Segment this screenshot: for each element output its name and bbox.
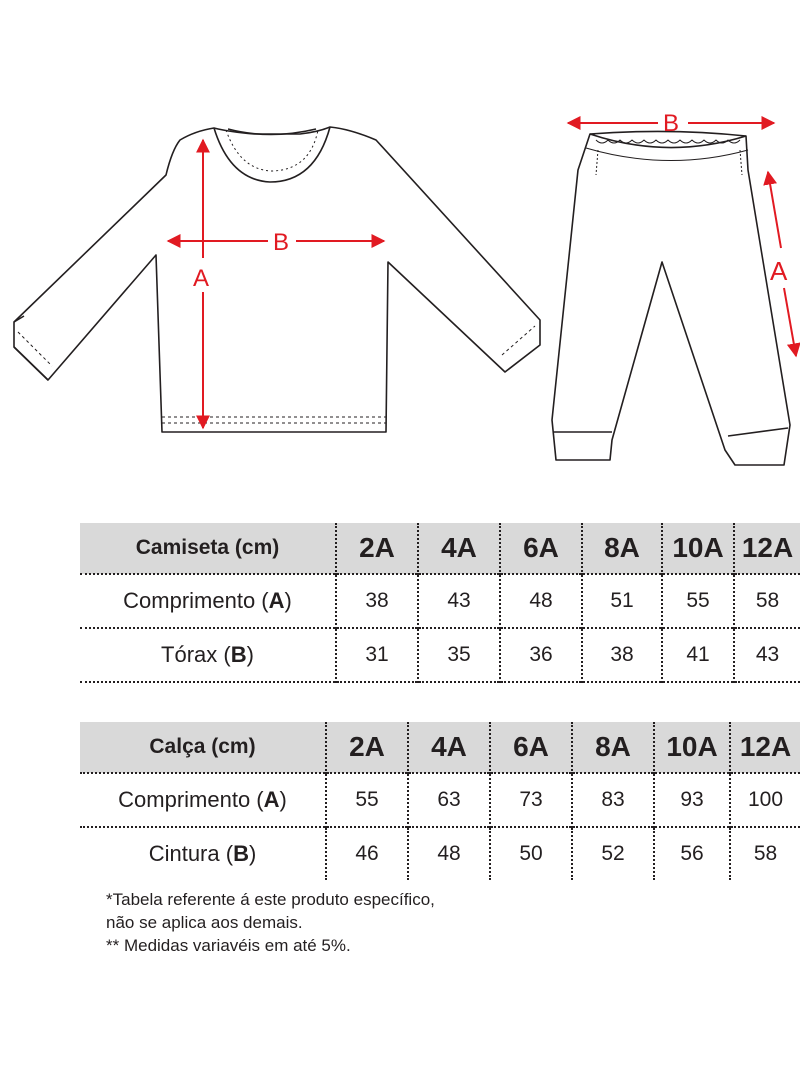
table-cell: 36 <box>500 628 582 682</box>
pants-table-title: Calça (cm) <box>80 722 326 773</box>
table-row <box>80 628 800 682</box>
shirt-label-b: B <box>273 229 290 256</box>
size-header: 6A <box>490 722 572 773</box>
footnotes <box>106 888 435 957</box>
table-cell: 38 <box>582 628 662 682</box>
table-row <box>80 574 800 628</box>
row-code: B <box>230 642 247 667</box>
footnote: não se aplica aos demais. <box>106 913 303 932</box>
size-header: 12A <box>734 523 800 574</box>
table-cell: 93 <box>654 773 730 827</box>
row-label-text: Tórax ( <box>161 642 231 667</box>
table-cell: 83 <box>572 773 654 827</box>
table-cell: 31 <box>336 628 418 682</box>
row-label <box>80 574 336 628</box>
row-code: B <box>233 841 249 866</box>
size-header: 10A <box>654 722 730 773</box>
table-cell: 35 <box>418 628 500 682</box>
size-header: 8A <box>572 722 654 773</box>
table-cell: 58 <box>734 574 800 628</box>
pants-table-header <box>80 722 800 773</box>
size-header: 12A <box>730 722 800 773</box>
table-cell: 100 <box>730 773 800 827</box>
garment-measurement-diagram <box>0 0 800 480</box>
size-header: 2A <box>336 523 418 574</box>
row-label-text: Comprimento ( <box>118 787 264 812</box>
row-label <box>80 827 326 880</box>
shirt-label-a: A <box>193 265 210 292</box>
table-cell: 41 <box>662 628 734 682</box>
table-cell: 55 <box>326 773 408 827</box>
row-label-text: Comprimento ( <box>123 588 269 613</box>
size-header: 4A <box>418 523 500 574</box>
table-cell: 51 <box>582 574 662 628</box>
footnote: *Tabela referente á este produto específico, <box>106 890 435 909</box>
table-cell: 48 <box>408 827 490 880</box>
table-cell: 46 <box>326 827 408 880</box>
table-cell: 43 <box>734 628 800 682</box>
row-label-close: ) <box>248 841 257 866</box>
footnote: ** Medidas variavéis em até 5%. <box>106 936 351 955</box>
shirt-illustration <box>14 127 540 432</box>
size-header: 10A <box>662 523 734 574</box>
pants-illustration <box>552 131 790 465</box>
table-row <box>80 827 800 880</box>
table-cell: 55 <box>662 574 734 628</box>
row-label-close: ) <box>279 787 287 812</box>
table-cell: 56 <box>654 827 730 880</box>
row-code: A <box>263 787 280 812</box>
table-cell: 58 <box>730 827 800 880</box>
size-header: 6A <box>500 523 582 574</box>
table-cell: 63 <box>408 773 490 827</box>
shirt-table-header <box>80 523 800 574</box>
pants-label-a: A <box>770 256 788 286</box>
table-cell: 48 <box>500 574 582 628</box>
row-label <box>80 628 336 682</box>
pants-label-b: B <box>663 110 680 137</box>
size-header: 4A <box>408 722 490 773</box>
table-cell: 50 <box>490 827 572 880</box>
shirt-size-table <box>80 523 800 683</box>
row-label-text: Cintura ( <box>148 841 234 866</box>
row-label-close: ) <box>246 642 254 667</box>
pants-size-table <box>80 722 800 880</box>
row-label-close: ) <box>284 588 292 613</box>
table-cell: 52 <box>572 827 654 880</box>
table-row <box>80 773 800 827</box>
size-header: 2A <box>326 722 408 773</box>
shirt-table-title: Camiseta (cm) <box>80 523 336 574</box>
row-code: A <box>268 588 285 613</box>
size-header: 8A <box>582 523 662 574</box>
row-label <box>80 773 326 827</box>
table-cell: 43 <box>418 574 500 628</box>
table-cell: 73 <box>490 773 572 827</box>
table-cell: 38 <box>336 574 418 628</box>
